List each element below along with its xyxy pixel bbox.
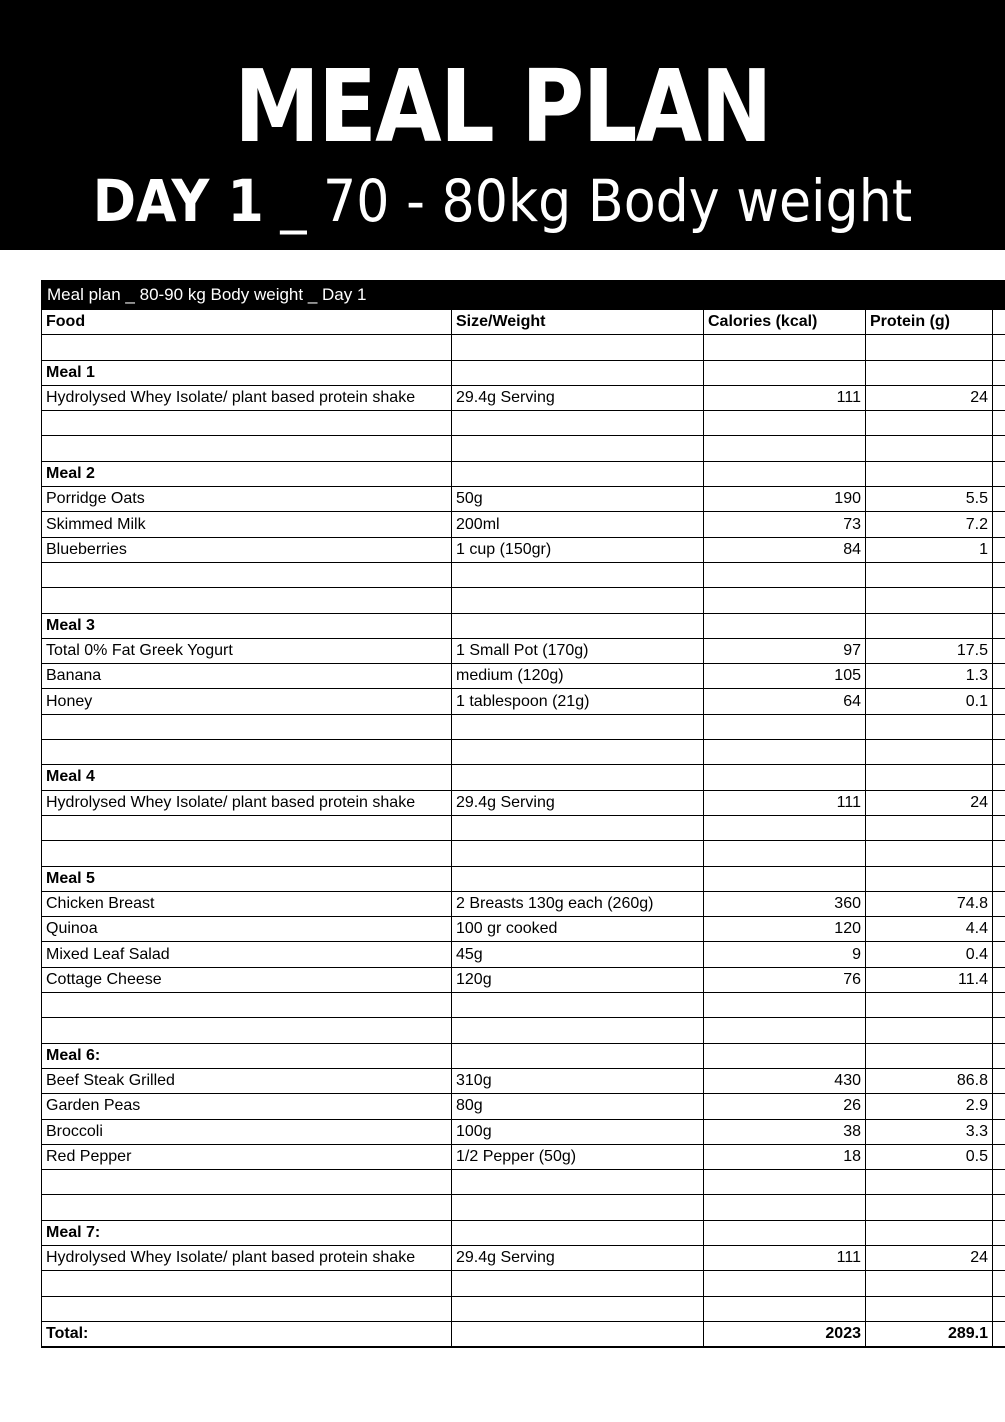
extra-cell [993,1018,1005,1043]
protein-cell [866,1296,993,1321]
protein-cell [866,993,993,1018]
protein-cell: 74.8 [866,891,993,916]
table-row [42,537,1005,562]
food-cell [42,740,452,765]
blank-row [42,335,1005,360]
table-row [42,1245,1005,1270]
calories-cell [704,588,866,613]
food-cell: Meal 2 [42,461,452,486]
calories-cell [704,815,866,840]
table-row [42,1068,1005,1093]
size-cell: 29.4g Serving [452,790,704,815]
extra-cell [993,1245,1005,1270]
calories-cell [704,1170,866,1195]
size-cell [452,1271,704,1296]
protein-cell: 1 [866,537,993,562]
blank-row [42,1195,1005,1220]
size-cell [452,740,704,765]
protein-cell: 11.4 [866,967,993,992]
meal-heading-row [42,1043,1005,1068]
extra-cell [993,487,1005,512]
extra-cell [993,638,1005,663]
size-cell: 1 cup (150gr) [452,537,704,562]
calories-cell: 73 [704,512,866,537]
size-cell: 2 Breasts 130g each (260g) [452,891,704,916]
food-cell: Skimmed Milk [42,512,452,537]
table-row [42,487,1005,512]
size-cell [452,411,704,436]
calories-cell [704,1018,866,1043]
protein-cell: 86.8 [866,1068,993,1093]
calories-cell: 97 [704,638,866,663]
food-cell: Quinoa [42,917,452,942]
header-row [42,310,1005,335]
food-cell: Broccoli [42,1119,452,1144]
extra-cell [993,588,1005,613]
protein-cell: 1.3 [866,664,993,689]
calories-cell: 2023 [704,1321,866,1347]
table-row [42,967,1005,992]
blank-row [42,1271,1005,1296]
food-cell: Garden Peas [42,1094,452,1119]
protein-cell [866,866,993,891]
protein-cell: 24 [866,790,993,815]
column-header-protein: Protein (g) [866,310,993,335]
size-cell [452,1321,704,1347]
protein-cell [866,335,993,360]
size-cell [452,436,704,461]
calories-cell [704,613,866,638]
protein-cell: 2.9 [866,1094,993,1119]
extra-cell [993,461,1005,486]
protein-cell [866,360,993,385]
calories-cell: 111 [704,1245,866,1270]
meal-table [41,309,1005,1348]
food-cell: Hydrolysed Whey Isolate/ plant based protein shake [42,1245,452,1270]
table-row [42,1119,1005,1144]
calories-cell: 26 [704,1094,866,1119]
calories-cell [704,1043,866,1068]
calories-cell: 105 [704,664,866,689]
size-cell [452,1296,704,1321]
food-cell: Hydrolysed Whey Isolate/ plant based protein shake [42,790,452,815]
calories-cell: 76 [704,967,866,992]
extra-cell [993,1271,1005,1296]
size-cell [452,714,704,739]
size-cell [452,993,704,1018]
protein-cell: 3.3 [866,1119,993,1144]
size-cell: 100 gr cooked [452,917,704,942]
calories-cell: 430 [704,1068,866,1093]
protein-cell [866,1043,993,1068]
table-row [42,1094,1005,1119]
blank-row [42,740,1005,765]
meal-heading-row [42,765,1005,790]
food-cell: Mixed Leaf Salad [42,942,452,967]
food-cell: Hydrolysed Whey Isolate/ plant based protein shake [42,385,452,410]
size-cell [452,866,704,891]
size-cell: 1 tablespoon (21g) [452,689,704,714]
size-cell [452,815,704,840]
size-cell [452,360,704,385]
blank-row [42,1296,1005,1321]
extra-cell [993,1170,1005,1195]
protein-cell [866,613,993,638]
calories-cell: 84 [704,537,866,562]
table-row [42,689,1005,714]
calories-cell: 120 [704,917,866,942]
size-cell [452,1220,704,1245]
calories-cell [704,1220,866,1245]
calories-cell [704,360,866,385]
calories-cell [704,841,866,866]
calories-cell [704,765,866,790]
extra-cell [993,993,1005,1018]
calories-cell: 111 [704,790,866,815]
protein-cell: 0.1 [866,689,993,714]
extra-cell [993,537,1005,562]
protein-cell: 0.4 [866,942,993,967]
food-cell [42,1271,452,1296]
food-cell: Honey [42,689,452,714]
protein-cell: 5.5 [866,487,993,512]
calories-cell [704,562,866,587]
extra-cell [993,891,1005,916]
protein-cell: 17.5 [866,638,993,663]
calories-cell [704,461,866,486]
food-cell: Porridge Oats [42,487,452,512]
meal-heading-row [42,613,1005,638]
extra-cell [993,689,1005,714]
food-cell: Total: [42,1321,452,1347]
protein-cell [866,815,993,840]
protein-cell [866,461,993,486]
meal-heading-row [42,360,1005,385]
food-cell: Meal 7: [42,1220,452,1245]
size-cell: 310g [452,1068,704,1093]
food-cell [42,562,452,587]
column-header-calories: Calories (kcal) [704,310,866,335]
extra-cell [993,942,1005,967]
extra-cell [993,1043,1005,1068]
table-row [42,664,1005,689]
extra-cell [993,664,1005,689]
size-cell: 45g [452,942,704,967]
protein-cell [866,1220,993,1245]
food-cell [42,841,452,866]
calories-cell: 9 [704,942,866,967]
food-cell: Meal 3 [42,613,452,638]
size-cell: 29.4g Serving [452,1245,704,1270]
extra-cell [993,866,1005,891]
extra-cell [993,1296,1005,1321]
calories-cell: 190 [704,487,866,512]
calories-cell: 64 [704,689,866,714]
size-cell: 200ml [452,512,704,537]
extra-cell [993,917,1005,942]
column-header-extra [993,310,1005,335]
table-row [42,512,1005,537]
protein-cell [866,1195,993,1220]
protein-cell: 7.2 [866,512,993,537]
blank-row [42,1170,1005,1195]
extra-cell [993,1144,1005,1169]
extra-cell [993,360,1005,385]
food-cell [42,335,452,360]
table-row [42,790,1005,815]
extra-cell [993,1068,1005,1093]
subtitle-day: DAY 1 [92,167,264,235]
size-cell: 50g [452,487,704,512]
protein-cell [866,411,993,436]
food-cell: Total 0% Fat Greek Yogurt [42,638,452,663]
size-cell [452,1043,704,1068]
calories-cell [704,335,866,360]
extra-cell [993,815,1005,840]
total-row [42,1321,1005,1347]
protein-cell: 0.5 [866,1144,993,1169]
extra-cell [993,335,1005,360]
size-cell: 1 Small Pot (170g) [452,638,704,663]
food-cell: Beef Steak Grilled [42,1068,452,1093]
meal-plan-sheet [41,280,1005,1348]
extra-cell [993,1119,1005,1144]
protein-cell [866,436,993,461]
table-row [42,638,1005,663]
protein-cell [866,765,993,790]
extra-cell [993,1195,1005,1220]
calories-cell [704,436,866,461]
extra-cell [993,411,1005,436]
size-cell: 29.4g Serving [452,385,704,410]
extra-cell [993,765,1005,790]
protein-cell: 24 [866,1245,993,1270]
meal-heading-row [42,461,1005,486]
size-cell [452,335,704,360]
food-cell: Red Pepper [42,1144,452,1169]
calories-cell [704,714,866,739]
food-cell: Meal 6: [42,1043,452,1068]
food-cell [42,1170,452,1195]
protein-cell: 289.1 [866,1321,993,1347]
calories-cell [704,1271,866,1296]
food-cell [42,588,452,613]
size-cell: 120g [452,967,704,992]
food-cell: Meal 1 [42,360,452,385]
table-row [42,385,1005,410]
extra-cell [993,790,1005,815]
food-cell [42,1296,452,1321]
size-cell [452,588,704,613]
protein-cell [866,562,993,587]
food-cell [42,1195,452,1220]
protein-cell [866,714,993,739]
extra-cell [993,512,1005,537]
size-cell [452,841,704,866]
table-row [42,1144,1005,1169]
table-row [42,917,1005,942]
extra-cell [993,714,1005,739]
header-banner [0,0,1005,250]
size-cell: 80g [452,1094,704,1119]
table-row [42,942,1005,967]
extra-cell [993,1220,1005,1245]
calories-cell: 38 [704,1119,866,1144]
food-cell: Chicken Breast [42,891,452,916]
size-cell [452,461,704,486]
protein-cell: 4.4 [866,917,993,942]
food-cell [42,815,452,840]
page-subtitle [50,166,955,236]
meal-heading-row [42,866,1005,891]
food-cell: Meal 4 [42,765,452,790]
blank-row [42,841,1005,866]
blank-row [42,714,1005,739]
calories-cell [704,411,866,436]
meal-heading-row [42,1220,1005,1245]
calories-cell: 360 [704,891,866,916]
size-cell [452,765,704,790]
extra-cell [993,562,1005,587]
food-cell [42,993,452,1018]
blank-row [42,411,1005,436]
table-row [42,891,1005,916]
protein-cell [866,1018,993,1043]
food-cell: Cottage Cheese [42,967,452,992]
column-header-food: Food [42,310,452,335]
blank-row [42,815,1005,840]
size-cell [452,613,704,638]
food-cell [42,714,452,739]
size-cell [452,562,704,587]
extra-cell [993,613,1005,638]
extra-cell [993,1094,1005,1119]
extra-cell [993,740,1005,765]
protein-cell [866,841,993,866]
column-header-size: Size/Weight [452,310,704,335]
protein-cell [866,1170,993,1195]
extra-cell [993,436,1005,461]
size-cell: medium (120g) [452,664,704,689]
food-cell: Blueberries [42,537,452,562]
extra-cell [993,385,1005,410]
extra-cell [993,841,1005,866]
food-cell: Meal 5 [42,866,452,891]
blank-row [42,993,1005,1018]
protein-cell [866,1271,993,1296]
calories-cell: 111 [704,385,866,410]
calories-cell [704,1296,866,1321]
size-cell: 1/2 Pepper (50g) [452,1144,704,1169]
blank-row [42,436,1005,461]
calories-cell [704,866,866,891]
extra-cell [993,967,1005,992]
size-cell [452,1195,704,1220]
calories-cell [704,740,866,765]
blank-row [42,1018,1005,1043]
calories-cell: 18 [704,1144,866,1169]
protein-cell [866,588,993,613]
calories-cell [704,1195,866,1220]
food-cell [42,1018,452,1043]
food-cell: Banana [42,664,452,689]
blank-row [42,562,1005,587]
blank-row [42,588,1005,613]
food-cell [42,411,452,436]
sheet-title: Meal plan _ 80-90 kg Body weight _ Day 1 [41,280,1005,309]
calories-cell [704,993,866,1018]
page-title: MEAL PLAN [234,48,771,165]
protein-cell [866,740,993,765]
size-cell [452,1170,704,1195]
protein-cell: 24 [866,385,993,410]
size-cell [452,1018,704,1043]
extra-cell [993,1321,1005,1347]
food-cell [42,436,452,461]
subtitle-weight: _ 70 - 80kg Body weight [263,167,913,235]
size-cell: 100g [452,1119,704,1144]
